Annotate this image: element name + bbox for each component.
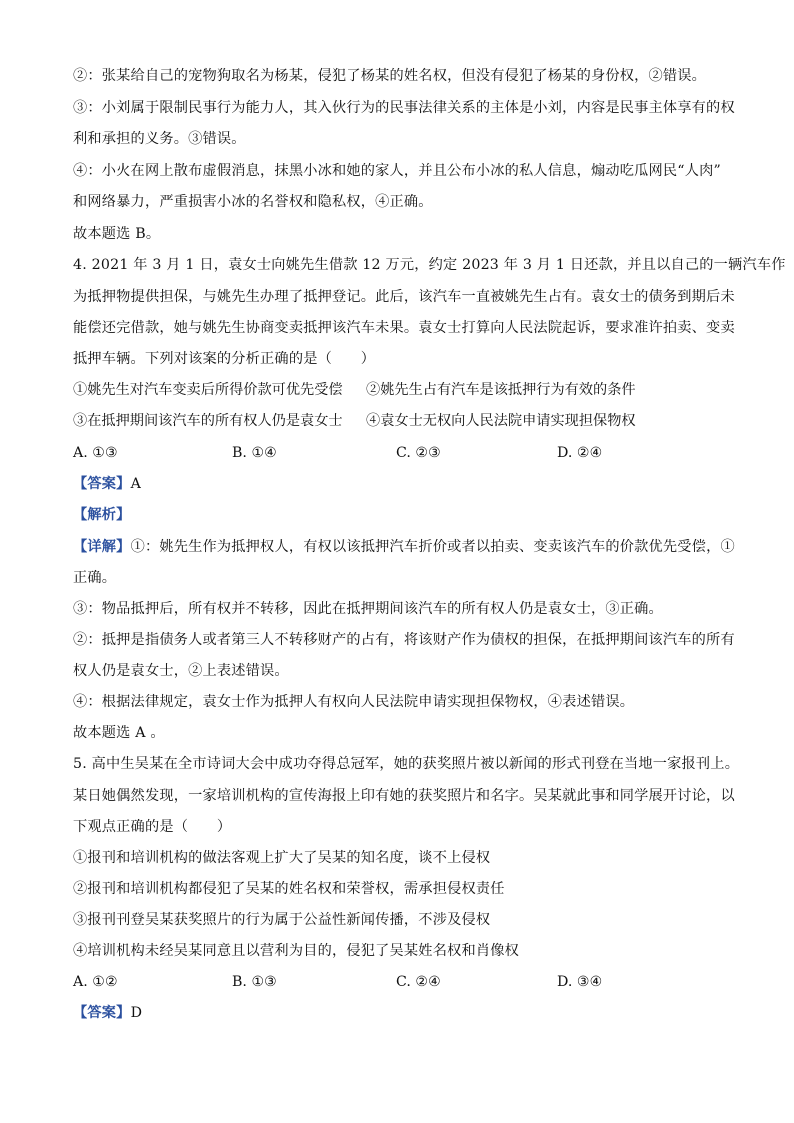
analysis-paragraph: 正确。 <box>73 570 117 586</box>
analysis-paragraph: ②：张某给自己的宠物狗取名为杨某，侵犯了杨某的姓名权，但没有侵犯了杨某的身份权，②错误。 <box>73 68 707 84</box>
analysis-tag: 【解析】 <box>73 507 131 523</box>
analysis-paragraph: ③：小刘属于限制民事行为能力人，其入伙行为的民事法律关系的主体是小刘，内容是民事主体享有的权 <box>73 100 735 116</box>
choice-option-b: B. ①③ <box>232 974 277 990</box>
conclusion-text: 故本题选 A 。 <box>73 725 165 741</box>
answer-line <box>73 1003 723 1023</box>
analysis-paragraph: ④：根据法律规定，袁女士作为抵押人有权向人民法院申请实现担保物权，④表述错误。 <box>73 694 635 710</box>
conclusion-text: 故本题选 B。 <box>73 226 161 242</box>
answer-line <box>73 474 723 494</box>
answer-value: D <box>130 1005 143 1021</box>
choice-option-b: B. ①④ <box>232 445 277 461</box>
question-item: ③在抵押期间该汽车的所有权人仍是袁女士 <box>73 413 343 429</box>
analysis-paragraph: ③：物品抵押后，所有权并不转移，因此在抵押期间该汽车的所有权人仍是袁女士，③正确。 <box>73 601 663 617</box>
analysis-heading <box>73 505 723 525</box>
choice-option-d: D. ③④ <box>557 974 603 990</box>
analysis-paragraph: ②：抵押是指债务人或者第三人不转移财产的占有，将该财产作为债权的担保，在抵押期间该汽车的所有 <box>73 632 735 648</box>
question-stem: 5. 高中生吴某在全市诗词大会中成功夺得总冠军，她的获奖照片被以新闻的形式刊登在当地一家报刊上。 <box>73 756 740 772</box>
question-stem: 抵押车辆。下列对该案的分析正确的是（ ） <box>73 351 376 367</box>
choice-option-a: A. ①② <box>73 974 118 990</box>
choice-option-c: C. ②③ <box>396 445 441 461</box>
question-stem: 4. 2021 年 3 月 1 日，袁女士向姚先生借款 12 万元，约定 2023 年 3 月 1 日还款，并且以自己的一辆汽车作 <box>73 257 786 273</box>
question-item: ②姚先生占有汽车是该抵押行为有效的条件 <box>366 382 636 398</box>
answer-value: A <box>130 476 142 492</box>
analysis-paragraph: 权人仍是袁女士，②上表述错误。 <box>73 663 289 679</box>
detail-text: ①：姚先生作为抵押权人，有权以该抵押汽车折价或者以拍卖、变卖该汽车的价款优先受偿，① <box>130 539 735 555</box>
choice-option-a: A. ①③ <box>73 445 118 461</box>
analysis-paragraph: 和网络暴力，严重损害小冰的名誉权和隐私权，④正确。 <box>73 194 433 210</box>
question-stem: 某日她偶然发现，一家培训机构的宣传海报上印有她的获奖照片和名字。吴某就此事和同学展开讨论，以 <box>73 788 735 804</box>
analysis-paragraph: ④：小火在网上散布虚假消息，抹黑小冰和她的家人，并且公布小冰的私人信息，煽动吃瓜网民“人肉” <box>73 163 721 179</box>
question-stem: 能偿还完借款，她与姚先生协商变卖抵押该汽车未果。袁女士打算向人民法院起诉，要求准许拍卖、变卖 <box>73 320 735 336</box>
choice-option-d: D. ②④ <box>557 445 603 461</box>
question-item: ①报刊和培训机构的做法客观上扩大了吴某的知名度，谈不上侵权 <box>73 850 491 866</box>
question-stem: 为抵押物提供担保，与姚先生办理了抵押登记。此后，该汽车一直被姚先生占有。袁女士的债务到期后未 <box>73 289 735 305</box>
question-item: ④袁女士无权向人民法院申请实现担保物权 <box>366 413 636 429</box>
question-item: ①姚先生对汽车变卖后所得价款可优先受偿 <box>73 382 343 398</box>
analysis-paragraph: 利和承担的义务。③错误。 <box>73 131 246 147</box>
question-item: ④培训机构未经吴某同意且以营利为目的，侵犯了吴某姓名权和肖像权 <box>73 943 520 959</box>
answer-tag: 【答案】 <box>73 476 131 492</box>
detail-tag: 【详解】 <box>73 539 131 555</box>
question-item: ②报刊和培训机构都侵犯了吴某的姓名权和荣誉权，需承担侵权责任 <box>73 881 505 897</box>
detail-line <box>73 537 735 557</box>
question-item: ③报刊刊登吴某获奖照片的行为属于公益性新闻传播，不涉及侵权 <box>73 912 491 928</box>
choice-option-c: C. ②④ <box>396 974 441 990</box>
answer-tag: 【答案】 <box>73 1005 131 1021</box>
question-stem: 下观点正确的是（ ） <box>73 819 232 835</box>
